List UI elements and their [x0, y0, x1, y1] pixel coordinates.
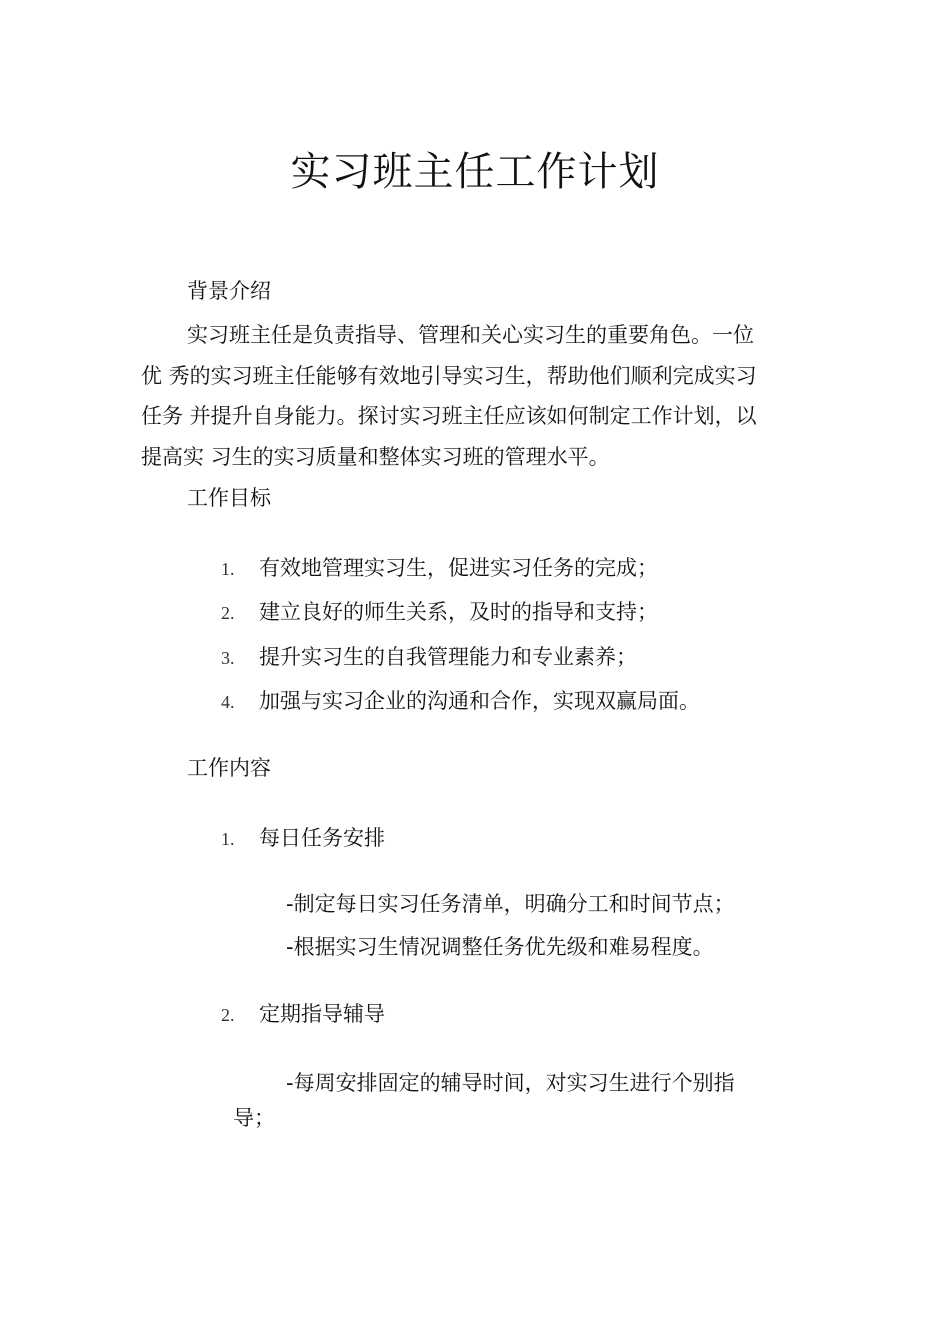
- section-number: 2.: [221, 1005, 235, 1025]
- goal-number: 2.: [221, 603, 235, 623]
- goal-number: 3.: [221, 648, 235, 668]
- background-heading: 背景介绍: [187, 279, 271, 303]
- section-point: -制定每日实习任务清单，明确分工和时间节点；: [286, 892, 735, 916]
- goal-text: 建立良好的师生关系，及时的指导和支持；: [259, 600, 658, 624]
- goal-item: [221, 598, 658, 627]
- goal-item: [221, 687, 700, 716]
- goal-text: 提升实习生的自我管理能力和专业素养；: [259, 645, 637, 669]
- document-title: 实习班主任工作计划: [290, 149, 660, 195]
- goal-number: 1.: [221, 559, 235, 579]
- background-line-4: 提高实 习生的实习质量和整体实习班的管理水平。: [141, 445, 610, 469]
- section-point: -每周安排固定的辅导时间，对实习生进行个别指: [286, 1071, 735, 1095]
- section-point: 导；: [233, 1106, 275, 1130]
- goals-heading: 工作目标: [187, 486, 271, 510]
- goal-item: [221, 554, 658, 583]
- background-line-3: 任务 并提升自身能力。探讨实习班主任应该如何制定工作计划，以: [141, 404, 757, 428]
- content-heading: 工作内容: [187, 756, 271, 780]
- goal-text: 加强与实习企业的沟通和合作，实现双赢局面。: [259, 689, 700, 713]
- section-number: 1.: [221, 829, 235, 849]
- background-line-2: 优 秀的实习班主任能够有效地引导实习生，帮助他们顺利完成实习: [141, 364, 757, 388]
- section-title: 定期指导辅导: [259, 1002, 385, 1026]
- goal-item: [221, 643, 637, 672]
- background-line-1: 实习班主任是负责指导、管理和关心实习生的重要角色。一位: [187, 323, 754, 347]
- section-point: -根据实习生情况调整任务优先级和难易程度。: [286, 935, 714, 959]
- goal-text: 有效地管理实习生，促进实习任务的完成；: [259, 556, 658, 580]
- content-section-title: [221, 1000, 385, 1029]
- goal-number: 4.: [221, 692, 235, 712]
- content-section-title: [221, 824, 385, 853]
- section-title: 每日任务安排: [259, 826, 385, 850]
